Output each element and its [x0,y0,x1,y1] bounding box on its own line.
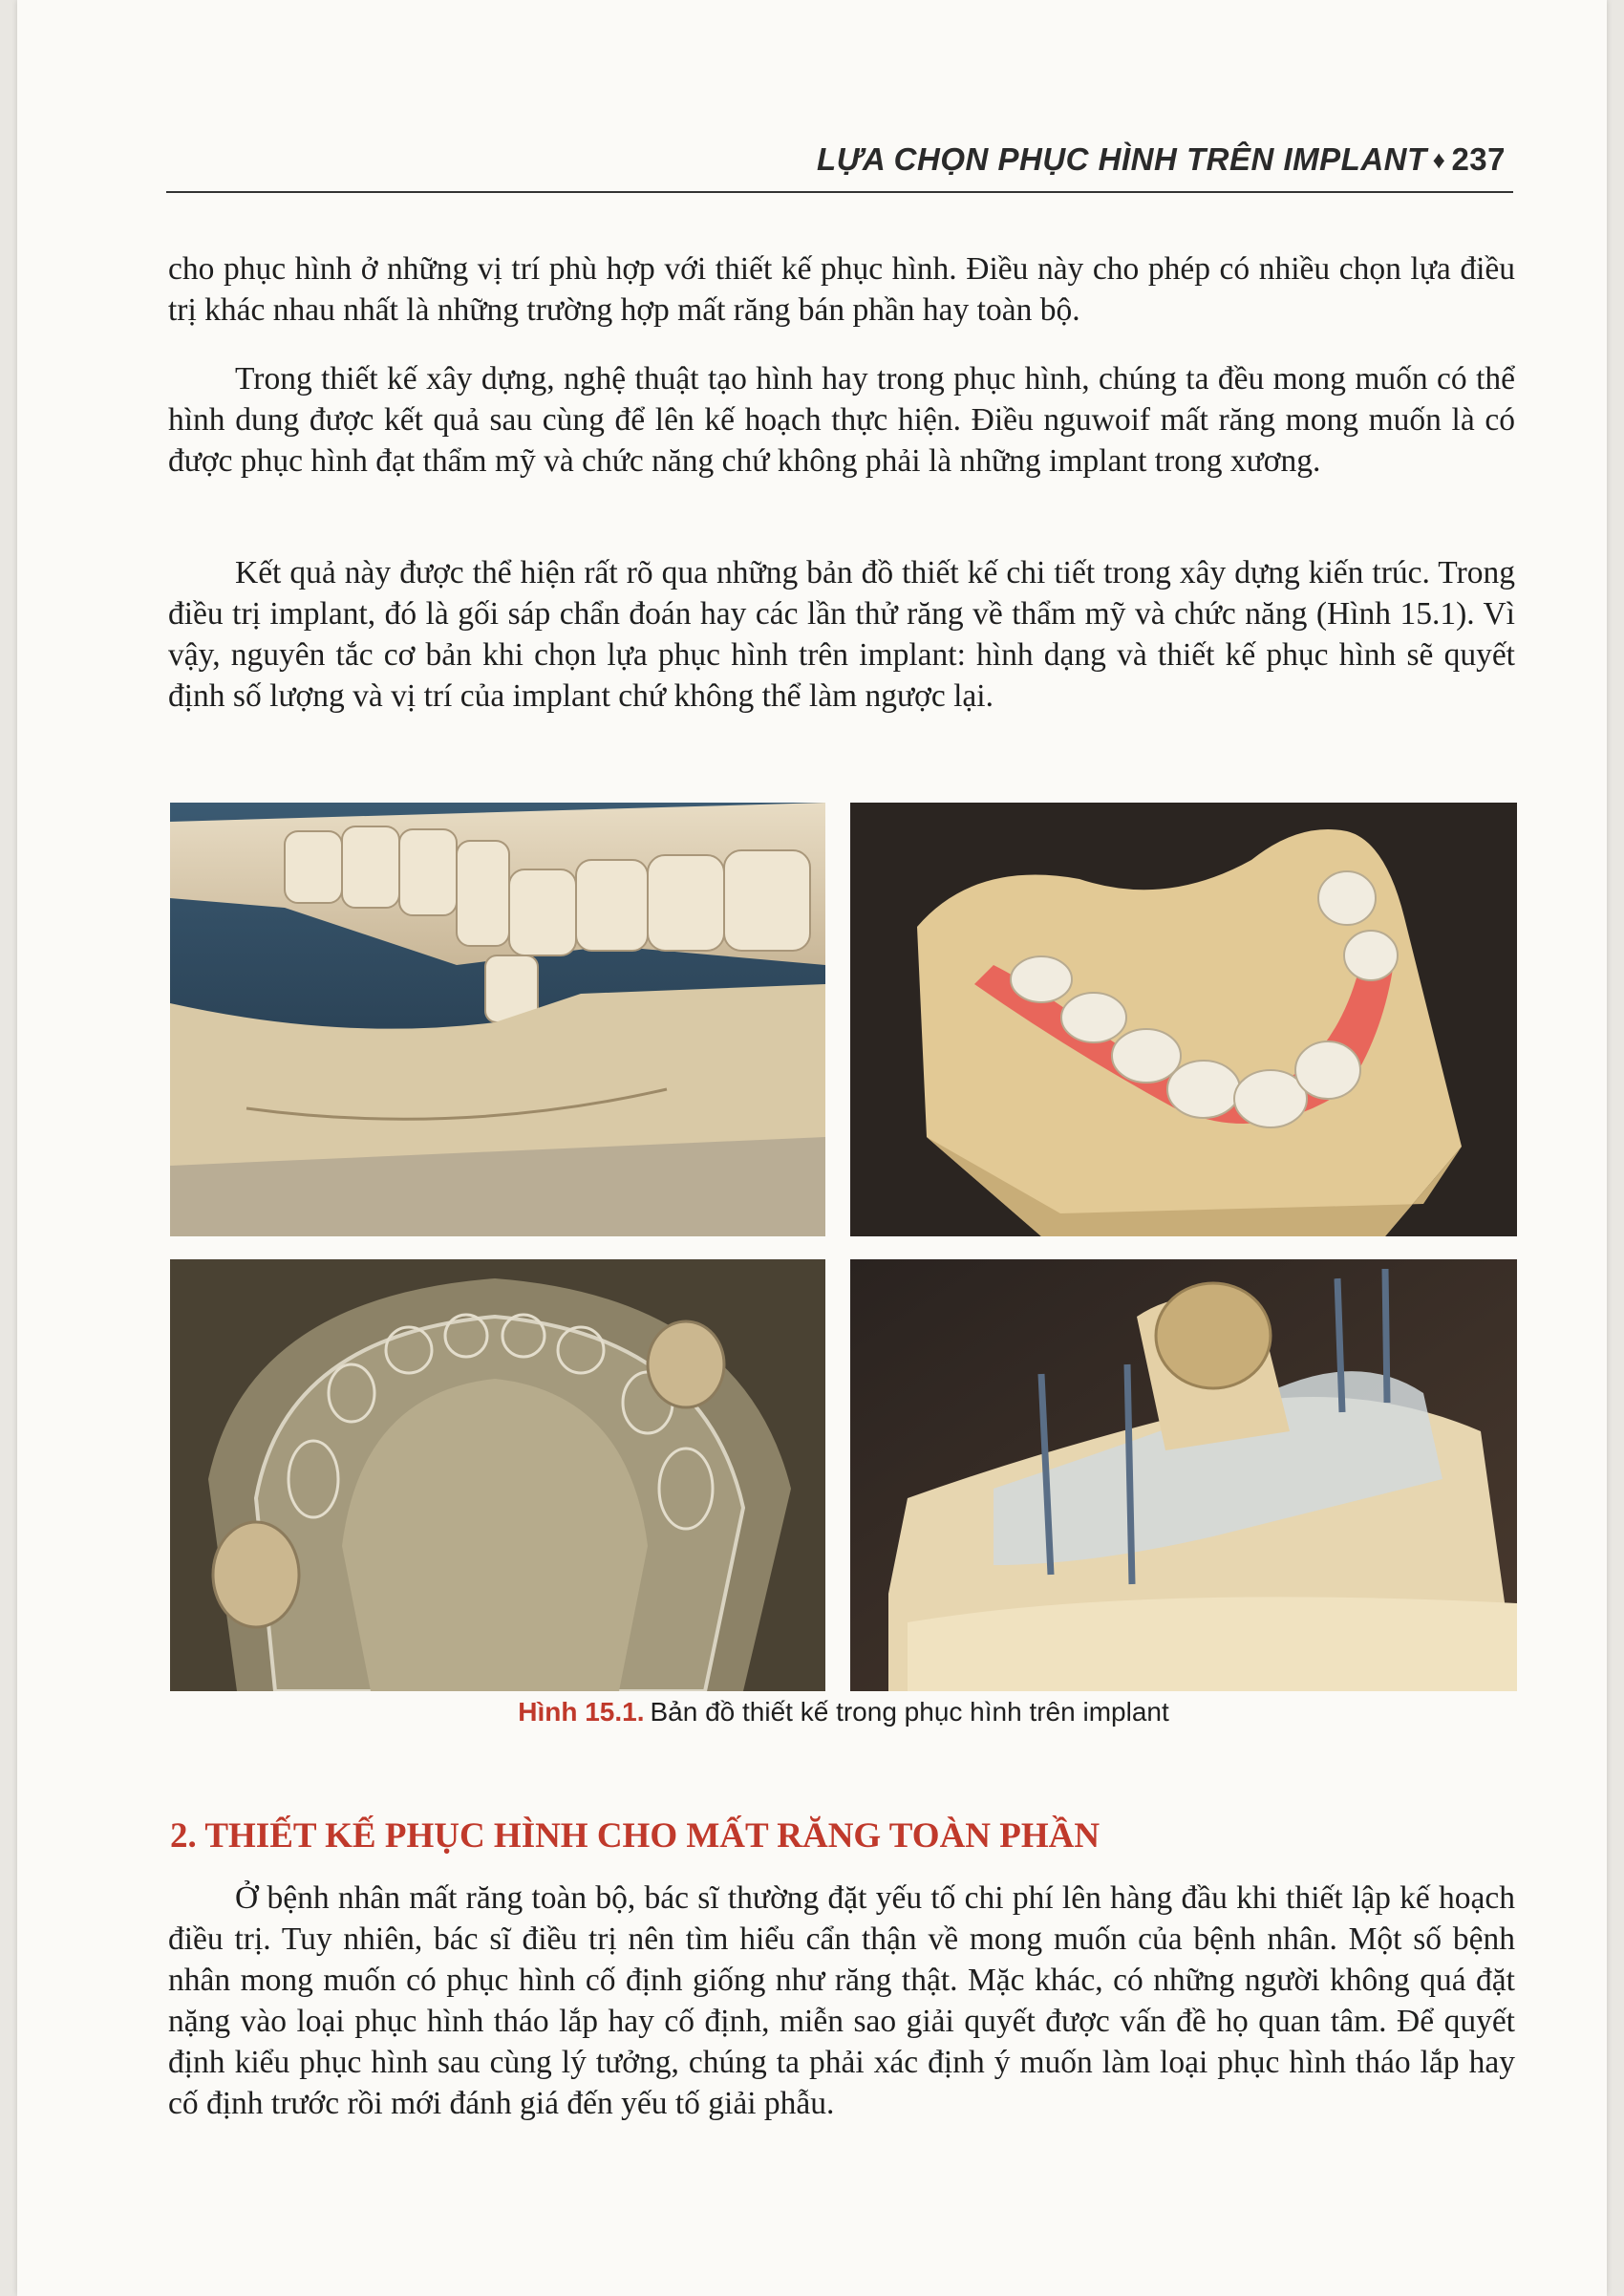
page-number: 237 [1451,141,1506,177]
dental-cast-lateral-photo [170,803,825,1236]
section-paragraph: Ở bệnh nhân mất răng toàn bộ, bác sĩ thường đặt yếu tố chi phí lên hàng đầu khi thiết lập kế hoạch điều trị. Tuy nhiên, bác sĩ điều trị nên tìm hiểu cẩn thận về mong muốn của bệnh nhân. Một số bệnh nhân mong muốn có phục hình cố định giống như răng thật. Mặc khác, có những người không quá đặt nặng vào loại phục hình tháo lắp hay cố định, miễn sao giải quyết được vấn đề họ quan tâm. Để quyết định kiểu phục hình sau cùng lý tưởng, chúng ta phải xác định ý muốn làm loại phục hình tháo lắp hay cố định trước rồi mới đánh giá đến yếu tố giải phẫu. [168,1880,1515,2121]
figure-caption-text: Bản đồ thiết kế trong phục hình trên implant [650,1697,1169,1727]
header-title [817,141,1506,178]
section-heading: 2. THIẾT KẾ PHỤC HÌNH CHO MẤT RĂNG TOÀN PHẦN [170,1816,1100,1856]
header-running-title: LỰA CHỌN PHỤC HÌNH TRÊN IMPLANT [817,141,1427,177]
book-page [17,0,1607,2296]
maxillary-cast-occlusal-photo [170,1259,825,1691]
partial-denture-on-cast-photo [850,803,1517,1236]
diamond-icon: ♦ [1432,145,1446,174]
figure-caption [170,1697,1517,1727]
paragraph-1: cho phục hình ở những vị trí phù hợp với thiết kế phục hình. Điều này cho phép có nhiều chọn lựa điều trị khác nhau nhất là những trường hợp mất răng bán phần hay toàn bộ. [168,251,1515,328]
paragraph-2: Trong thiết kế xây dựng, nghệ thuật tạo hình hay trong phục hình, chúng ta đều mong muốn có thể hình dung được kết quả sau cùng để lên kế hoạch thực hiện. Điều nguwoif mất răng mong muốn là có được phục hình đạt thẩm mỹ và chức năng chứ không phải là những implant trong xương. [168,361,1515,479]
paragraph-3: Kết quả này được thể hiện rất rõ qua những bản đồ thiết kế chi tiết trong xây dựng kiến trúc. Trong điều trị implant, đó là gối sáp chẩn đoán hay các lần thử răng về thẩm mỹ và chức năng (Hình 15.1). Vì vậy, nguyên tắc cơ bản khi chọn lựa phục hình trên implant: hình dạng và thiết kế phục hình sẽ quyết định số lượng và vị trí của implant chứ không thể làm ngược lại. [168,555,1515,714]
figure-number: Hình 15.1. [518,1697,645,1727]
figure-15-1 [170,803,1517,1691]
running-header [166,134,1513,193]
surgical-guide-with-pins-photo [850,1259,1517,1691]
